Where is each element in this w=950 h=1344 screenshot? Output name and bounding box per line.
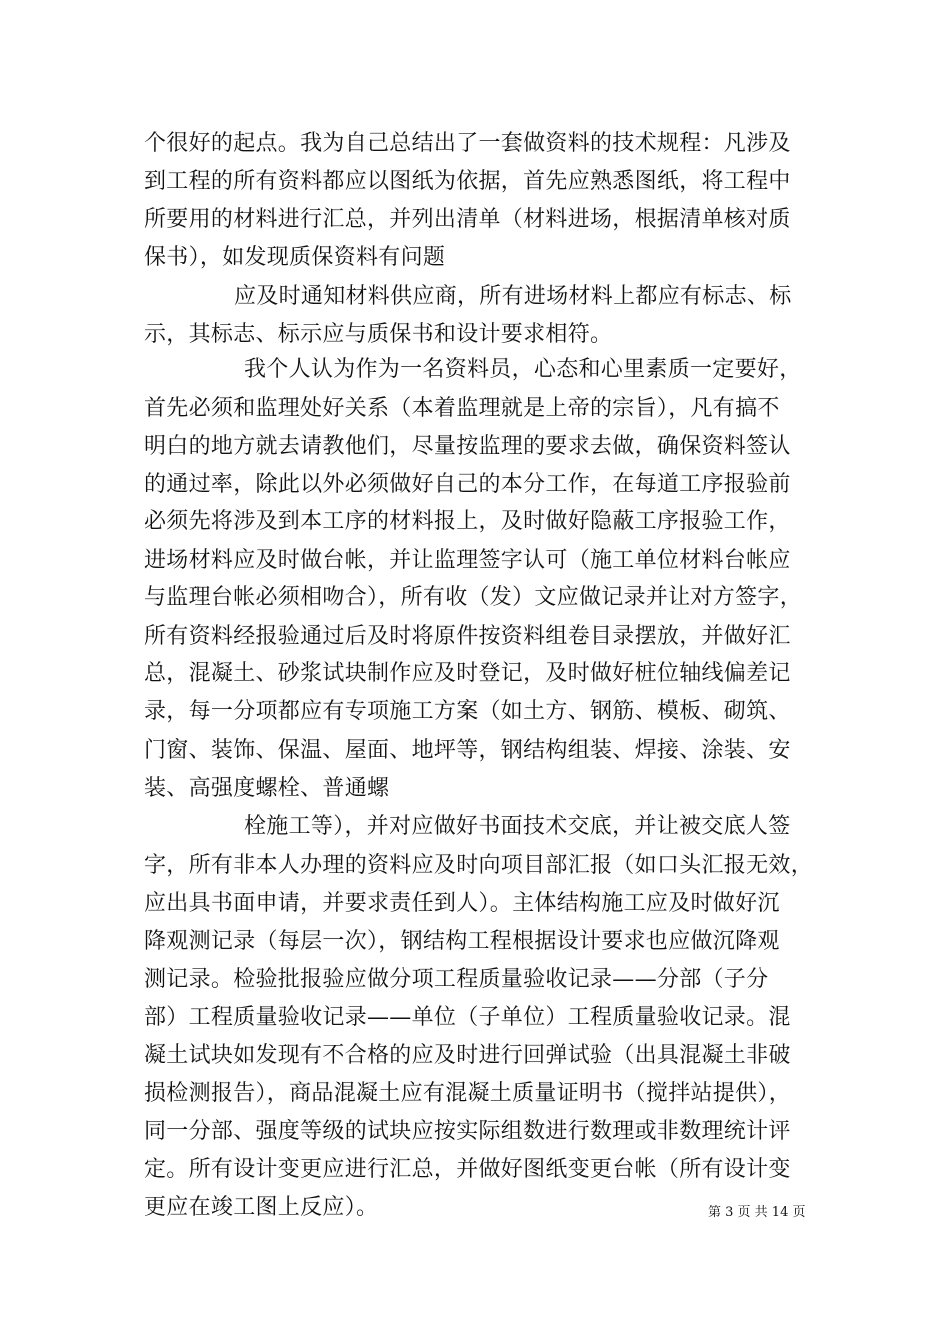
paragraph-line: 到工程的所有资料都应以图纸为依据，首先应熟悉图纸，将工程中	[144, 169, 791, 194]
paragraph-line: 更应在竣工图上反应）。	[144, 1195, 379, 1220]
paragraph-line: 进场材料应及时做台帐，并让监理签字认可（施工单位材料台帐应	[144, 548, 791, 573]
paragraph-line: 录，每一分项都应有专项施工方案（如土方、钢筋、模板、砌筑、	[144, 699, 791, 724]
paragraph-line: 所要用的材料进行汇总，并列出清单（材料进场，根据清单核对质	[144, 207, 791, 232]
paragraph-line: 的通过率，除此以外必须做好自己的本分工作，在每道工序报验前	[144, 472, 791, 497]
paragraph-line: 与监理台帐必须相吻合），所有收（发）文应做记录并让对方签字，	[144, 585, 803, 610]
paragraph-line: 应出具书面申请，并要求责任到人）。主体结构施工应及时做好沉	[144, 891, 780, 916]
paragraph-line: 凝土试块如发现有不合格的应及时进行回弹试验（出具混凝土非破	[144, 1043, 791, 1068]
paragraph-line: 个很好的起点。我为自己总结出了一套做资料的技术规程：凡涉及	[144, 131, 791, 156]
paragraph-line: 装、高强度螺栓、普通螺	[144, 776, 390, 801]
paragraph-line: 明白的地方就去请教他们，尽量按监理的要求去做，确保资料签认	[144, 434, 791, 459]
paragraph-line: 必须先将涉及到本工序的材料报上，及时做好隐蔽工序报验工作，	[144, 509, 791, 534]
paragraph-line: 应及时通知材料供应商，所有进场材料上都应有标志、标	[234, 284, 792, 309]
paragraph-line: 测记录。检验批报验应做分项工程质量验收记录——分部（子分	[144, 967, 769, 992]
paragraph-line: 总，混凝土、砂浆试块制作应及时登记，及时做好桩位轴线偏差记	[144, 661, 791, 686]
paragraph-line: 损检测报告），商品混凝土应有混凝土质量证明书（搅拌站提供），	[144, 1081, 792, 1106]
paragraph-line: 示，其标志、标示应与质保书和设计要求相符。	[144, 322, 613, 347]
paragraph-line: 定。所有设计变更应进行汇总，并做好图纸变更台帐（所有设计变	[144, 1157, 791, 1182]
paragraph-line: 同一分部、强度等级的试块应按实际组数进行数理或非数理统计评	[144, 1119, 791, 1144]
paragraph-line: 保书），如发现质保资料有问题	[144, 245, 446, 270]
paragraph-line: 门窗、装饰、保温、屋面、地坪等，钢结构组装、焊接、涂装、安	[144, 738, 791, 763]
paragraph-line: 所有资料经报验通过后及时将原件按资料组卷目录摆放，并做好汇	[144, 624, 791, 649]
paragraph-line: 首先必须和监理处好关系（本着监理就是上帝的宗旨），凡有搞不	[144, 396, 780, 421]
paragraph-line: 栓施工等），并对应做好书面技术交底，并让被交底人签	[244, 814, 791, 839]
paragraph-line: 字，所有非本人办理的资料应及时向项目部汇报（如口头汇报无效，	[144, 853, 814, 878]
page-number: 第 3 页 共 14 页	[708, 1205, 806, 1220]
paragraph-line: 部）工程质量验收记录——单位（子单位）工程质量验收记录。混	[144, 1005, 791, 1030]
paragraph-line: 降观测记录（每层一次），钢结构工程根据设计要求也应做沉降观	[144, 929, 780, 954]
paragraph-line: 我个人认为作为一名资料员，心态和心里素质一定要好，	[244, 357, 802, 382]
